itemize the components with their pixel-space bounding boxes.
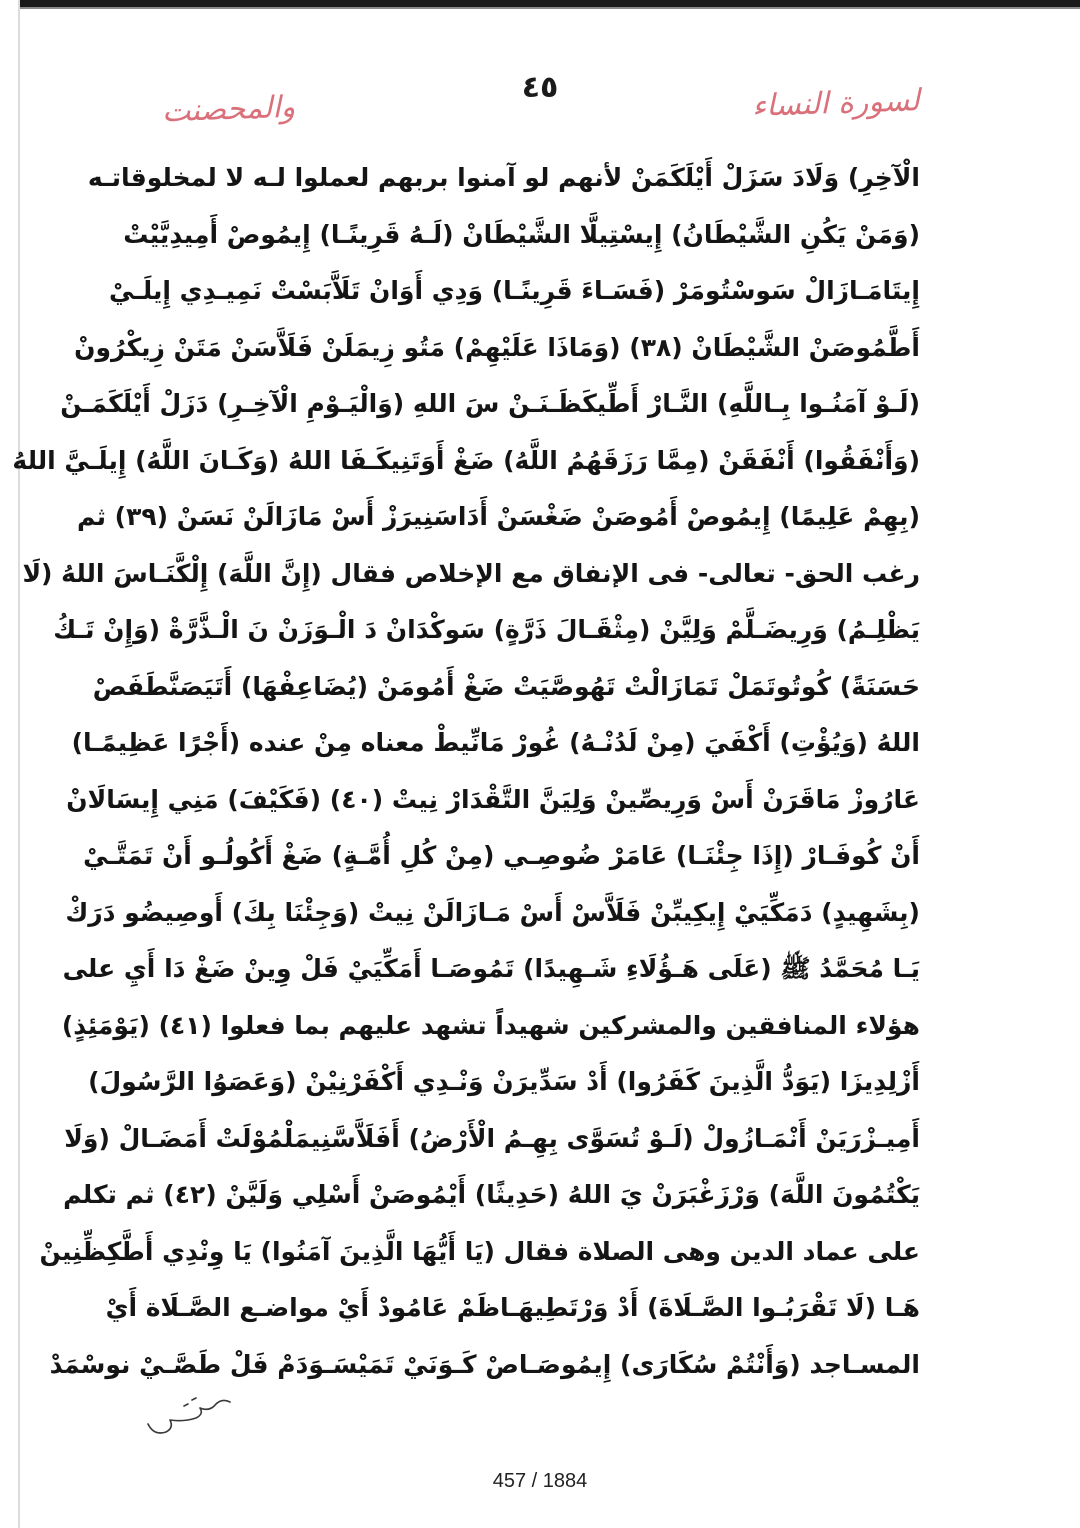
text-line: (لَـوْ آمَنُـوا بِـاللَّهِ) النَّـارْ أَطِّيكَظَـنَـنْ سَ اللهِ (وَالْيَـوْمِ الْآخِـرِ) دَزَلْ أَيْلَكَمَـنْ	[60, 389, 920, 418]
text-line: المسـاجد (وَأَنْتُمْ سُكَارَى) إِيمُوصَـاصْ كَـوَنَيْ تَمَيْسَـوَدَمْ فَلْ طَصَّـيْ نوسْمَدْ	[49, 1349, 920, 1379]
top-scan-edge	[18, 0, 1080, 7]
page-counter: 457 / 1884	[492, 1470, 588, 1492]
text-line: عَارُوزْ مَاقَرَنْ أَسْ وَرِيصِّينْ وَلِيَنَّ التَّقْدَارْ نِيتْ (٤٠) (فَكَيْفَ) مَنِي إِيسَالَانْ	[66, 784, 920, 814]
text-line: إِيتَامَـازَالْ سَوسْتُومَرْ (فَسَـاءَ قَرِينًـا) وَدِي أَوَانْ تَلَاَّبَسْتْ نَمِيـدِي إِيلَـيْ	[108, 276, 920, 305]
text-line: (وَمَنْ يَكُنِ الشَّيْطَانُ) إِيسْتِيلَّا الشَّيْطَانْ (لَـهُ قَرِينًـا) إِيمُوصْ أَمِيدِيَّيْتْ	[123, 219, 920, 249]
text-line: على عماد الدين وهى الصلاة فقال (يَا أَيُّهَا الَّذِينَ آمَنُوا) يَا وِنْدِي أَطَّكِظِّنِينْ	[39, 1236, 920, 1266]
text-line: حَسَنَةً) كُوتُوتَمَلْ تَمَازَالْتْ تَهُوصَّيَتْ ضَغْ أَمُومَنْ (يُضَاعِفْهَا) أَتَيَصَنَّطَفَصْ	[92, 671, 920, 701]
page-body-text	[12, 150, 920, 1393]
text-line: يَكْتُمُونَ اللَّهَ) وَرْزَغْبَرَنْ يَ اللهُ (حَدِيثًا) أَيْمُوصَنْ أَسْلِي وَلَيَّنْ (٤٢) ثم تكلم	[63, 1180, 920, 1209]
text-line: أَنْ كُوفَـارْ (إِذَا جِئْنَـا) عَامَرْ ضُوصِـي (مِنْ كُلِ أُمَّـةٍ) ضَغْ أَكُولُـو أَنْ تَمَتَّـيْ	[83, 841, 920, 870]
text-line: يَظْلِـمُ) وَرِيضَـلَّمْ وَلِيَّنْ (مِثْقَـالَ ذَرَّةٍ) سَوكْدَانْ دَ الْـوَزَنْ نَ الْـذَّرَّةْ (وَإِنْ تَـكُ	[53, 615, 920, 644]
text-line: (وَأَنْفَقُوا) أَنْفَقَنْ (مِمَّا رَزَقَهُمُ اللَّهُ) ضَغْ أَوَتَنِيكَـفَا اللهُ (وَكَـانَ اللَّهُ) إِيلَـيَّ اللهُ	[12, 445, 920, 475]
text-line: هؤلاء المنافقين والمشركين شهيداً تشهد عليهم بما فعلوا (٤١) (يَوْمَئِذٍ)	[61, 1010, 920, 1040]
text-line: الْآخِرِ) وَلَادَ سَزَلْ أَيْلَكَمَنْ لأنهم لو آمنوا بربهم لعملوا لـه لا لمخلوقاتـه	[87, 163, 920, 192]
text-line: أَطَّمُوصَنْ الشَّيْطَانْ (٣٨) (وَمَاذَا عَلَيْهِمْ) مَتُو زِيمَلَنْ فَلَاَّسَنْ مَتَنْ زِيكْرُونْ	[74, 332, 920, 362]
text-line: هَـا (لَا تَقْرَبُـوا الصَّـلَاةَ) أَدْ وَرْتَطِيهَـاظَمْ عَامُودْ أَيْ مواضـع الصَّـلَاة أَيْ	[105, 1293, 920, 1322]
top-scan-edge-shadow	[18, 7, 1080, 9]
text-line: (بِهِمْ عَلِيمًا) إِيمُوصْ أَمُوصَنْ ضَغْسَنْ أَدَاسَنِيرَزْ أَسْ مَازَالَنْ نَسَنْ (٣٩) ثم	[76, 502, 920, 531]
text-line: رغب الحق- تعالى- فى الإنفاق مع الإخلاص فقال (إِنَّ اللَّهَ) إِلْكَّنَـاسَ اللهُ (لَا	[22, 558, 920, 588]
surah-handwritten-note: لسورة النساء	[751, 83, 921, 124]
text-line: (بِشَهِيدٍ) دَمَكِّيَيْ إِيكِيبِّنْ فَلَاَّسْ أَسْ مَـازَالَنْ نِيتْ (وَجِئْنَا بِكَ) أَوصِيضُو دَرَكْ	[65, 897, 920, 927]
text-line: أَزْلِدِيزَا (يَوَدُّ الَّذِينَ كَفَرُوا) أَدْ سَدِّيرَنْ وَنْـدِي أَكْفَرْنِيْنْ (وَعَصَوُا الرَّسُولَ)	[88, 1067, 920, 1096]
handwritten-signature	[144, 1392, 234, 1440]
page-number-header: ٤٥	[521, 70, 559, 105]
juz-handwritten-note: والمحصنت	[161, 89, 296, 130]
text-line: أَمِيـزْرَيَنْ أَنْمَـازُولْ (لَـوْ تُسَوَّى بِهِـمُ الْأَرْضُ) أَفَلَاَّسَّنِيمَلْمُوْلَتْ أَمَضَـالْ (وَلَا	[64, 1123, 920, 1153]
left-scan-edge	[18, 0, 20, 1528]
text-line: يَـا مُحَمَّدُ ﷺ (عَلَى هَـؤُلَاءِ شَـهِيدًا) تَمُوصَـا أَمَكِّيَيْ فَلْ وِينْ ضَغْ دَا أَيِ على	[62, 954, 920, 983]
text-line: اللهُ (وَيُؤْتِ) أَكْفَيَ (مِنْ لَدُنْـهُ) غُورْ مَانِّيطْ معناه مِنْ عنده (أَجْرًا عَظِيمًـا)	[71, 728, 920, 757]
